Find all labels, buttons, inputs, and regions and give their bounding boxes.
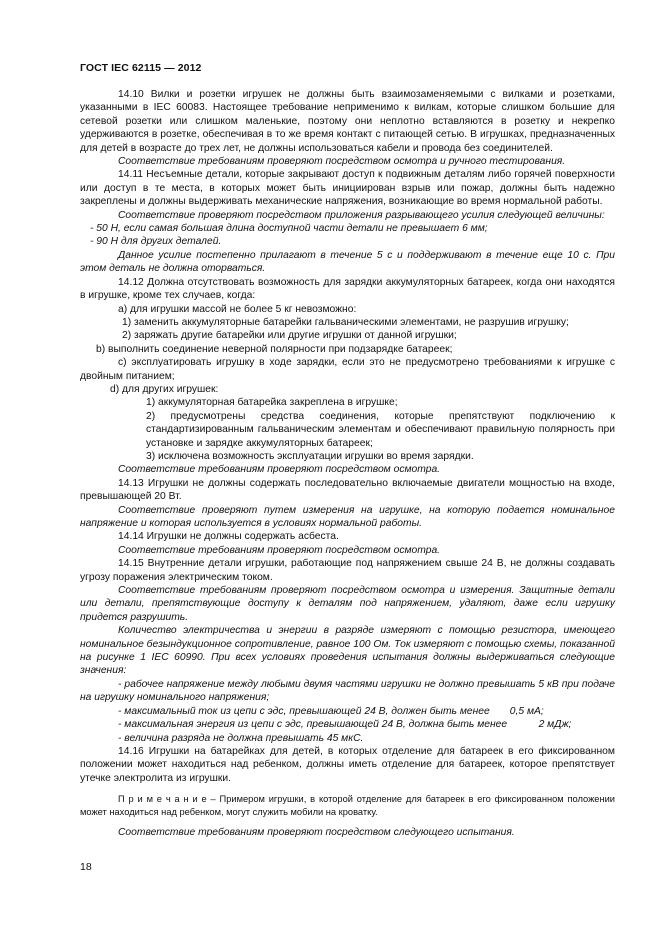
list-item: - 90 Н для других деталей. <box>90 236 222 248</box>
clause-14-14: 14.14 Игрушки не должны содержать асбеста. <box>118 531 339 543</box>
list-item: 3) исключена возможность эксплуатации игрушки во время зарядки. <box>146 450 474 462</box>
compliance-14-10: Соответствие требованиям проверяют посредством осмотра и ручного тестирования. <box>118 156 566 168</box>
clause-14-10: 14.10 Вилки и розетки игрушек не должны быть взаимозаменяемыми с вилками и розетками, указанными в IEC 60083. Настоящее требование неприменимо к вилкам, которые слишком большие для сетевой розетки или слишком маленькие, поэтому они неплотно вставляются в розетку и некрепко удерживаются в розетке, обеспечивая в то же время контакт с питающей сетью. В игрушках, предназначенных для детей в возрасте до трех лет, не должны использоваться кабели и провода без соединителей. <box>80 89 615 154</box>
clause-14-16: 14.16 Игрушки на батарейках для детей, в которых отделение для батареек в его фиксированном положении может находиться над ребенком, должны иметь отделение для батареек, которое препятствует утечке электролита из игрушки. <box>80 745 615 784</box>
list-item: 2) предусмотрены средства соединения, которые препятствуют подключению к стандартизированным гальваническим элементам и обеспечивают правильную полярность при установке и зарядке аккумуляторных батареек; <box>146 410 615 449</box>
force-note: Данное усилие постепенно прилагают в течение 5 с и поддерживают в течение еще 10 с. При этом деталь не должна оторваться. <box>80 249 615 275</box>
document-body <box>80 88 615 840</box>
list-item: - величина разряда не должна превышать 45 мкС. <box>118 732 364 744</box>
list-item: - максимальная энергия из цепи с эдс, превышающей 24 В, должна быть менее 2 мДж; <box>118 719 572 731</box>
clause-14-15: 14.15 Внутренние детали игрушки, работающие под напряжением свыше 24 В, не должны создавать угрозу поражения электрическим током. <box>80 558 615 583</box>
clause-14-13: 14.13 Игрушки не должны содержать последовательно включаемые двигатели мощностью на входе, превышающей 20 Вт. <box>80 477 615 503</box>
page-number: 18 <box>80 861 92 873</box>
list-item: b) выполнить соединение неверной полярности при подзарядке батареек; <box>96 343 453 355</box>
document-header: ГОСТ IEC 62115 — 2012 <box>80 62 202 74</box>
list-item: - рабочее напряжение между любыми двумя частями игрушки не должно превышать 5 кВ при подаче на игрушку номинального напряжения; <box>80 678 615 704</box>
list-item: 1) аккумуляторная батарейка закреплена в игрушке; <box>146 397 398 409</box>
list-item: 2) заряжать другие батарейки или другие игрушки от данной игрушки; <box>122 330 457 342</box>
list-item: d) для других игрушек: <box>110 383 219 395</box>
compliance-14-14: Соответствие требованиям проверяют посредством осмотра. <box>118 544 441 556</box>
compliance-14-11: Соответствие проверяют посредством приложения разрывающего усилия следующей величины: <box>118 209 605 221</box>
compliance-14-12: Соответствие требованиям проверяют посредством осмотра. <box>118 464 441 476</box>
measurement-text: Количество электричества и энергии в разряде измеряют с помощью резистора, имеющего номинальное безындукционное сопротивление, равное 100 Ом. Ток измеряют с помощью схемы, показанной на рисунке 1 IEC 60990. При всех условиях проведения испытания должны выдерживаться следующие значения: <box>80 625 615 677</box>
list-item: a) для игрушки массой не более 5 кг невозможно: <box>118 303 357 315</box>
list-item: - максимальный ток из цепи с эдс, превышающей 24 В, должен быть менее 0,5 мА; <box>118 705 544 717</box>
compliance-14-15: Соответствие требованиям проверяют посредством осмотра и измерения. Защитные детали или детали, препятствующие доступу к деталям под напряжением, удаляют, даже если игрушку придется разрушить. <box>80 585 615 623</box>
clause-14-12: 14.12 Должна отсутствовать возможность для зарядки аккумуляторных батареек, когда они находятся в игрушке, кроме тех случаев, когда: <box>80 276 615 302</box>
clause-14-11: 14.11 Несъемные детали, которые закрывают доступ к подвижным деталям либо горячей поверхности или доступ в те места, в которых может быть инициирован взрыв или пожар, должны быть надежно закреплены и должны выдерживать механические напряжения, возникающие во время нормальной работы. <box>80 169 615 208</box>
compliance-14-13: Соответствие проверяют путем измерения на игрушке, на которую подается номинальное напряжение и которая используется в условиях нормальной работы. <box>80 504 615 529</box>
list-item: 1) заменить аккумуляторные батарейки гальваническими элементами, не разрушив игрушку; <box>122 316 569 328</box>
note: П р и м е ч а н и е – Примером игрушки, в которой отделение для батареек в его фиксированном положении может находиться над ребенком, могут служить мобили на кроватку. <box>80 794 615 817</box>
list-item: c) эксплуатировать игрушку в ходе зарядки, если это не предусмотрено требованиями к игрушке с двойным питанием; <box>80 357 615 382</box>
list-item: - 50 Н, если самая большая длина доступной части детали не превышает 6 мм; <box>90 223 488 235</box>
compliance-14-16: Соответствие требованиям проверяют посредством следующего испытания. <box>118 827 515 839</box>
